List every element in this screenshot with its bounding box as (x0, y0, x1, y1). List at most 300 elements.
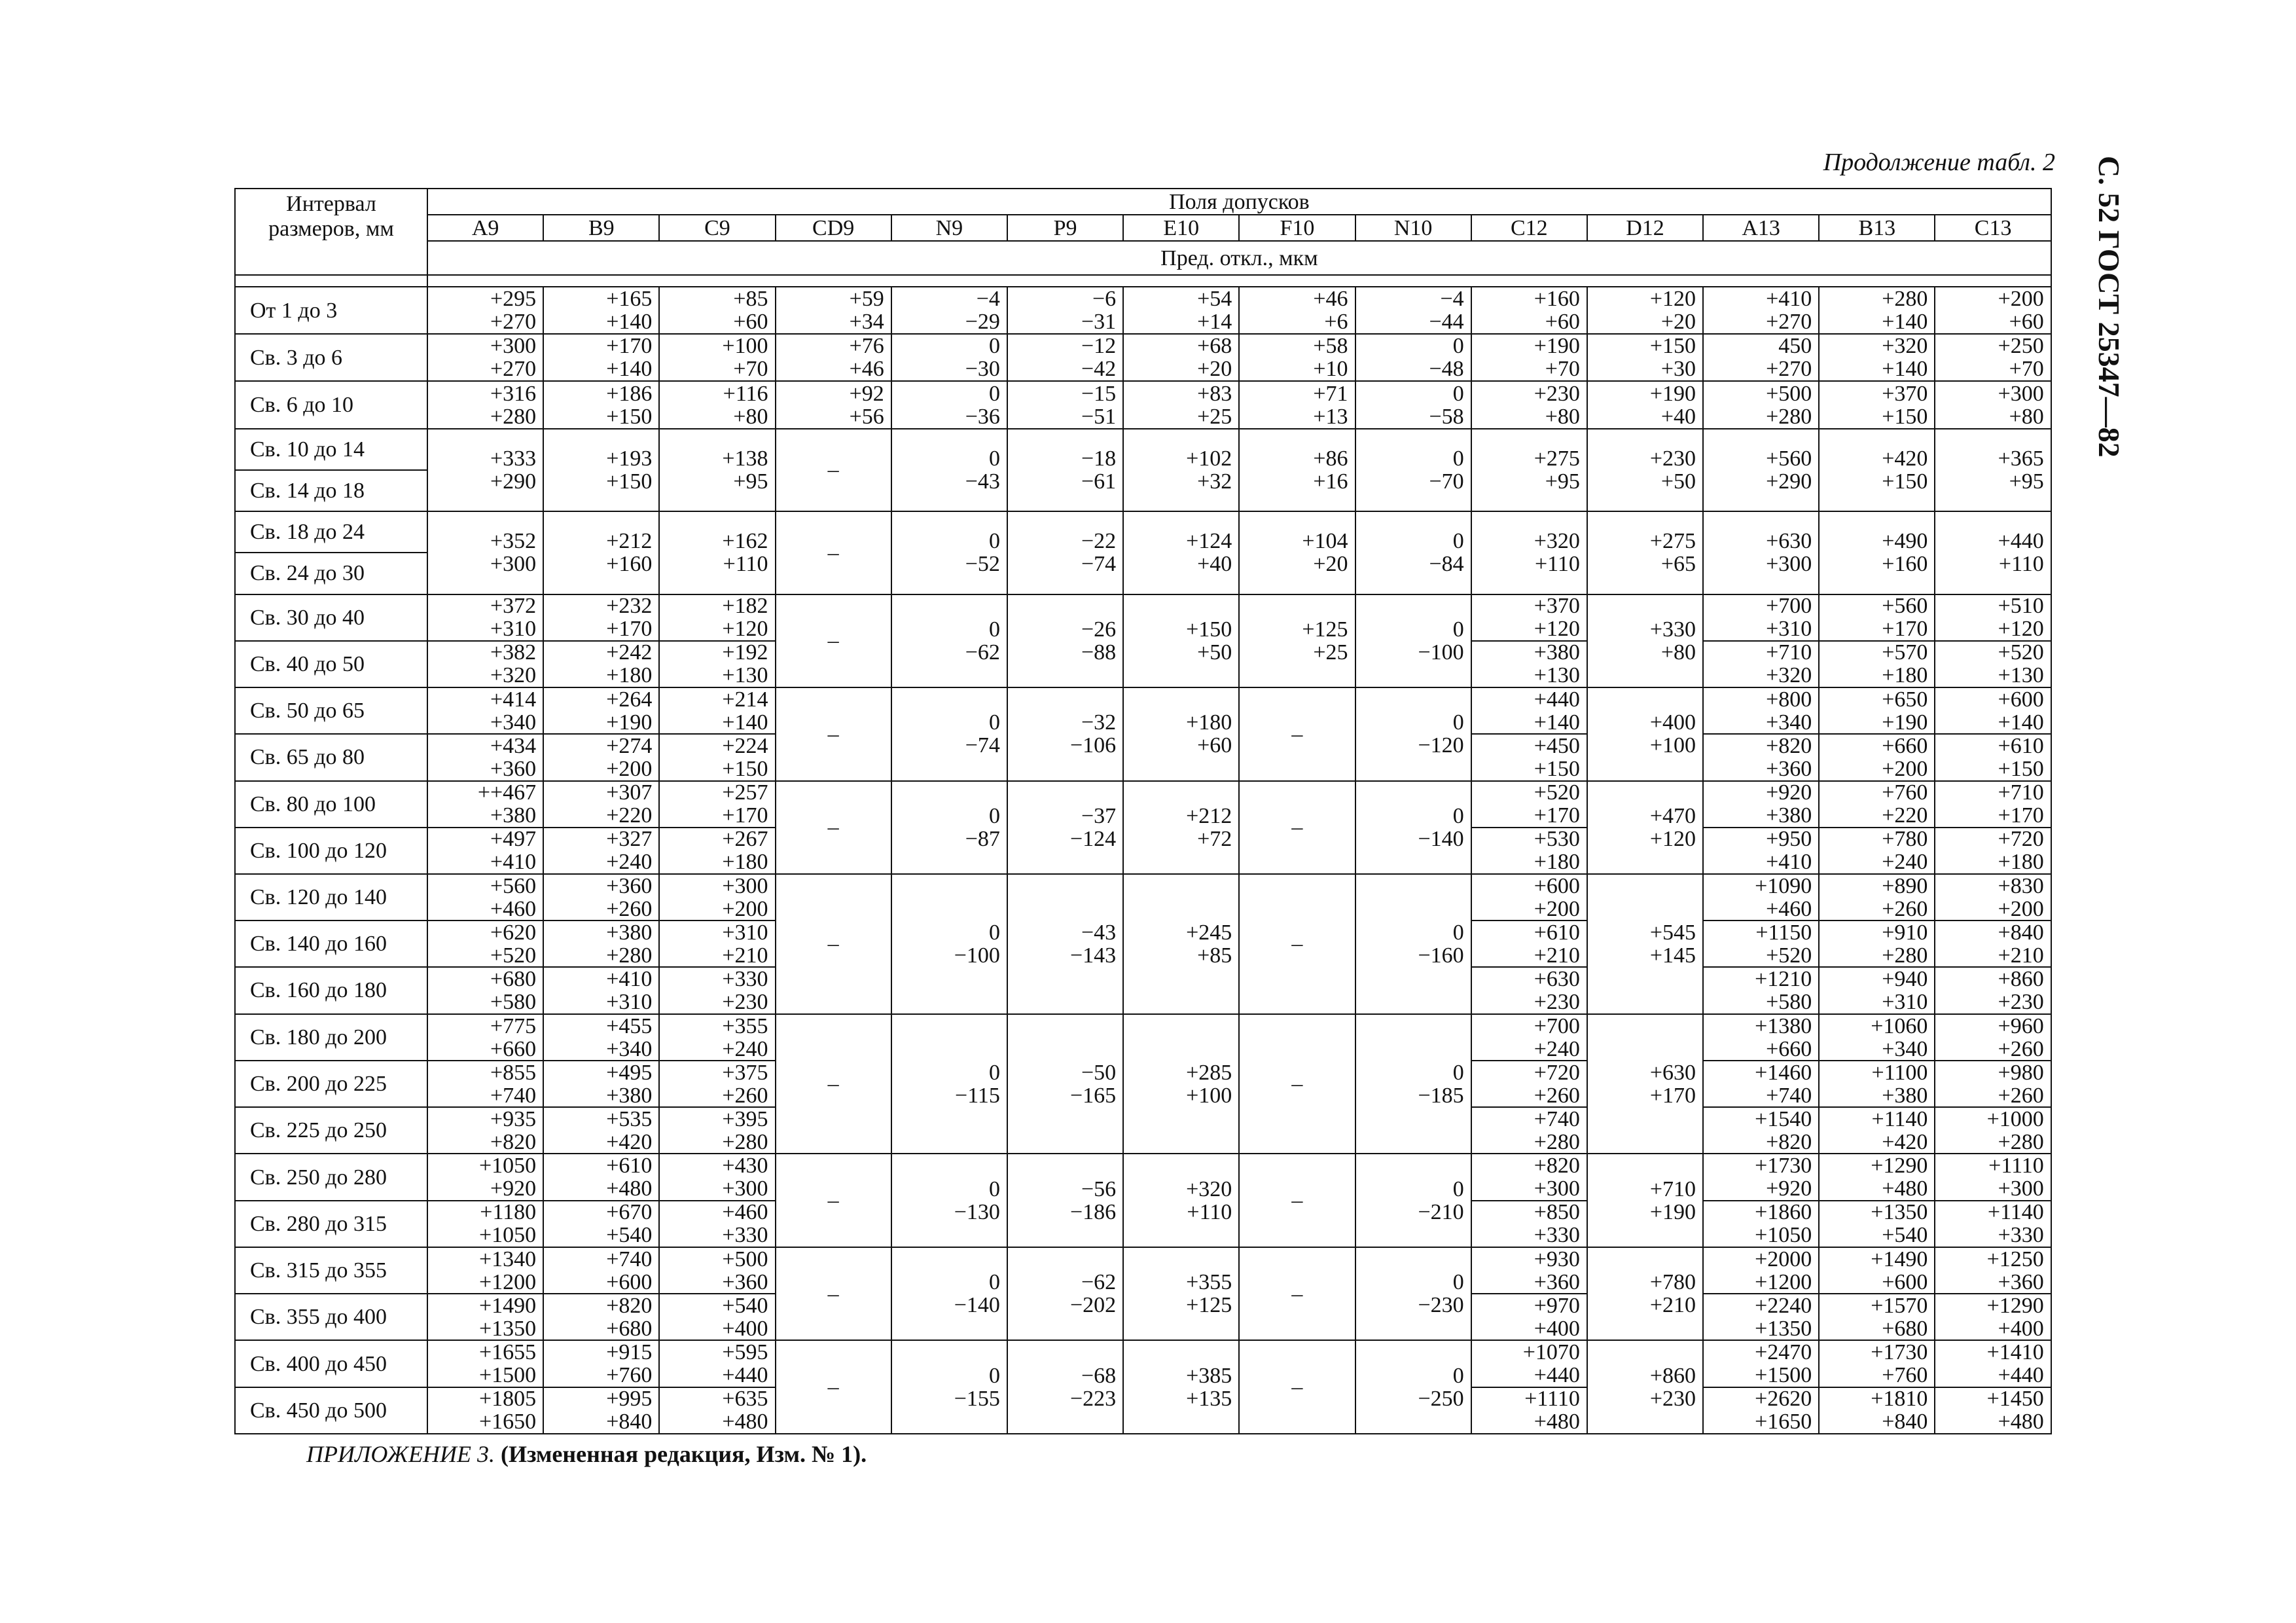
lower-deviation: +72 (1197, 826, 1232, 851)
deviation-cell (891, 594, 1007, 687)
deviation-cell (427, 511, 543, 594)
deviation-cell (659, 1154, 775, 1247)
lower-deviation: −106 (1069, 733, 1117, 758)
lower-deviation: +820 (1766, 1129, 1812, 1154)
dash-cell (1239, 874, 1355, 1014)
deviation-cell (891, 381, 1007, 428)
upper-deviation: −18 (1081, 446, 1117, 471)
deviation-cell (1007, 1247, 1123, 1340)
upper-deviation: +280 (1882, 287, 1928, 312)
lower-deviation: +120 (1649, 826, 1696, 851)
upper-deviation: 0 (1452, 617, 1464, 642)
deviation-cell (543, 1014, 659, 1154)
upper-deviation: +560 (490, 874, 537, 898)
deviation-cell (891, 429, 1007, 511)
lower-deviation: +40 (1197, 552, 1232, 577)
lower-deviation: +260 (606, 896, 653, 921)
upper-deviation: +680 (490, 966, 537, 991)
upper-deviation: +46 (1313, 287, 1348, 312)
deviation-cell (1935, 287, 2051, 334)
deviation-cell (1587, 781, 1703, 874)
deviation-cell (1007, 429, 1123, 511)
lower-deviation: +110 (1187, 1199, 1232, 1224)
upper-deviation: 0 (1452, 1176, 1464, 1201)
lower-deviation: +95 (733, 469, 768, 494)
upper-deviation: +245 (1186, 920, 1232, 945)
column-header: N10 (1355, 215, 1471, 241)
lower-deviation: +310 (490, 617, 537, 642)
upper-deviation: +545 (1649, 920, 1696, 945)
upper-deviation: +1730 (1755, 1154, 1812, 1178)
deviation-cell (1703, 334, 1819, 381)
dash-cell (776, 781, 891, 874)
upper-deviation: +700 (1534, 1013, 1580, 1038)
interval-label: Св. 10 до 14 (250, 437, 365, 462)
lower-deviation: −185 (1418, 1083, 1464, 1108)
deviation-cell (1123, 594, 1239, 687)
upper-deviation: +182 (722, 594, 768, 619)
dash-value: – (827, 458, 839, 483)
deviation-cell (543, 1247, 659, 1340)
lower-deviation: −61 (1081, 469, 1117, 494)
lower-deviation: +410 (1766, 850, 1812, 874)
dash-cell (776, 687, 891, 780)
dash-cell (776, 429, 891, 511)
lower-deviation: +200 (1882, 756, 1928, 781)
lower-deviation: +280 (1534, 1129, 1580, 1154)
lower-deviation: −62 (965, 640, 1000, 665)
deviation-cell (659, 381, 775, 428)
lower-deviation: +420 (1882, 1129, 1928, 1154)
deviation-cell (1239, 287, 1355, 334)
lower-deviation: +170 (606, 617, 653, 642)
upper-deviation: +92 (849, 381, 884, 406)
upper-deviation: +230 (1534, 381, 1580, 406)
upper-deviation: +600 (1534, 874, 1580, 898)
deviation-cell (659, 781, 775, 874)
upper-deviation: +150 (1186, 617, 1232, 642)
upper-deviation: +2000 (1755, 1247, 1812, 1271)
lower-deviation: +56 (849, 404, 884, 429)
upper-deviation: +540 (722, 1293, 768, 1318)
deviation-cell (1007, 1154, 1123, 1247)
upper-deviation: +1140 (1987, 1200, 2044, 1225)
lower-deviation: +360 (490, 756, 537, 781)
upper-deviation: −22 (1081, 529, 1117, 554)
interval-label: Св. 120 до 140 (250, 885, 387, 910)
lower-deviation: −44 (1429, 310, 1464, 335)
upper-deviation: +180 (1186, 710, 1232, 735)
lower-deviation: −143 (1069, 943, 1117, 968)
lower-deviation: −120 (1418, 733, 1464, 758)
lower-deviation: +280 (722, 1129, 768, 1154)
dash-cell (1239, 1014, 1355, 1154)
lower-deviation: +600 (606, 1269, 653, 1294)
fields-header: Поля допусков (427, 189, 2051, 215)
upper-deviation: +1070 (1522, 1340, 1580, 1365)
lower-deviation: +10 (1313, 357, 1348, 382)
lower-deviation: +125 (1186, 1293, 1232, 1318)
lower-deviation: −88 (1081, 640, 1117, 665)
upper-deviation: +470 (1649, 803, 1696, 828)
lower-deviation: +180 (1882, 663, 1928, 688)
upper-deviation: +740 (606, 1247, 653, 1271)
lower-deviation: +660 (490, 1036, 537, 1061)
interval-cell (235, 874, 427, 1014)
upper-deviation: +500 (1766, 381, 1812, 406)
lower-deviation: +310 (606, 989, 653, 1014)
deviation-cell (659, 287, 775, 334)
lower-deviation: +200 (722, 896, 768, 921)
deviation-cell (1123, 781, 1239, 874)
lower-deviation: +180 (606, 663, 653, 688)
lower-deviation: +110 (1998, 552, 2044, 577)
deviation-cell (1355, 594, 1471, 687)
table-row (235, 381, 2051, 428)
lower-deviation: +480 (1534, 1410, 1580, 1434)
lower-deviation: −29 (965, 310, 1000, 335)
upper-deviation: 0 (988, 381, 1000, 406)
deviation-cell (1239, 381, 1355, 428)
dash-cell (776, 1340, 891, 1434)
lower-deviation: +95 (1545, 469, 1580, 494)
lower-deviation: +380 (1882, 1083, 1928, 1108)
upper-deviation: +935 (490, 1106, 537, 1131)
upper-deviation: +58 (1313, 334, 1348, 359)
lower-deviation: −30 (965, 357, 1000, 382)
lower-deviation: +170 (722, 803, 768, 828)
upper-deviation: +200 (1998, 287, 2044, 312)
deviation-cell (659, 429, 775, 511)
lower-deviation: +300 (1998, 1176, 2044, 1201)
dash-value: – (827, 932, 839, 957)
upper-deviation: +414 (490, 687, 537, 712)
deviation-cell (1355, 687, 1471, 780)
lower-deviation: +480 (1998, 1410, 2044, 1434)
upper-deviation: +372 (490, 594, 537, 619)
upper-deviation: +710 (1766, 640, 1812, 665)
deviation-cell (891, 511, 1007, 594)
deviation-cell (1587, 287, 1703, 334)
lower-deviation: −87 (965, 826, 1000, 851)
deviation-cell (1587, 874, 1703, 1014)
interval-label: Св. 50 до 65 (250, 699, 365, 723)
column-header: B9 (543, 215, 659, 241)
lower-deviation: +580 (1766, 989, 1812, 1014)
lower-deviation: +400 (722, 1316, 768, 1341)
deviation-cell (1123, 1154, 1239, 1247)
column-header: C12 (1471, 215, 1587, 241)
upper-deviation: +274 (606, 733, 653, 758)
deviation-cell (1471, 874, 1587, 1014)
upper-deviation: 0 (988, 1060, 1000, 1085)
upper-deviation: +214 (722, 687, 768, 712)
deviation-cell (427, 687, 543, 780)
deviation-cell (1935, 781, 2051, 874)
upper-deviation: +1110 (1988, 1154, 2044, 1178)
lower-deviation: +85 (1197, 943, 1232, 968)
lower-deviation: +840 (1882, 1410, 1928, 1434)
lower-deviation: +1350 (479, 1316, 537, 1341)
lower-deviation: +150 (722, 756, 768, 781)
deviation-cell (1123, 429, 1239, 511)
lower-deviation: +80 (733, 404, 768, 429)
upper-deviation: +162 (722, 529, 768, 554)
interval-label: Св. 100 до 120 (236, 827, 427, 873)
lower-deviation: −115 (955, 1083, 1000, 1108)
deviation-cell (659, 511, 775, 594)
deviation-cell (1007, 511, 1123, 594)
deviation-cell (1123, 1247, 1239, 1340)
deviation-cell (1587, 1154, 1703, 1247)
lower-deviation: +180 (1998, 850, 2044, 874)
lower-deviation: +360 (1534, 1269, 1580, 1294)
upper-deviation: 0 (1452, 803, 1464, 828)
interval-label: Св. 65 до 80 (236, 733, 427, 780)
deviation-cell (427, 381, 543, 428)
interval-cell: От 1 до 3 (235, 287, 427, 334)
deviation-cell (659, 874, 775, 1014)
deviation-cell (1007, 594, 1123, 687)
lower-deviation: +180 (1534, 850, 1580, 874)
deviation-cell (1935, 429, 2051, 511)
lower-deviation: +20 (1313, 552, 1348, 577)
table-row (235, 429, 2051, 511)
lower-deviation: +135 (1186, 1386, 1232, 1411)
upper-deviation: +250 (1998, 334, 2044, 359)
deviation-cell (1355, 381, 1471, 428)
lower-deviation: +50 (1660, 469, 1696, 494)
deviation-cell (1471, 1154, 1587, 1247)
deviation-cell (659, 1014, 775, 1154)
upper-deviation: +455 (606, 1013, 653, 1038)
lower-deviation: +760 (1882, 1363, 1928, 1388)
upper-deviation: +59 (849, 287, 884, 312)
upper-deviation: +365 (1998, 446, 2044, 471)
interval-label: Св. 30 до 40 (250, 605, 365, 630)
lower-deviation: +170 (1998, 803, 2044, 828)
deviation-cell (1471, 1247, 1587, 1340)
upper-deviation: +307 (606, 780, 653, 805)
upper-deviation: +560 (1882, 594, 1928, 619)
upper-deviation: +820 (1534, 1154, 1580, 1178)
upper-deviation: +1000 (1986, 1106, 2044, 1131)
interval-label: Св. 160 до 180 (236, 966, 427, 1013)
deviation-cell (543, 781, 659, 874)
lower-deviation: +70 (1545, 357, 1580, 382)
lower-deviation: +240 (1882, 850, 1928, 874)
lower-deviation: −74 (1081, 552, 1117, 577)
deviation-cell (543, 287, 659, 334)
upper-deviation: −32 (1081, 710, 1117, 735)
upper-deviation: +120 (1649, 287, 1696, 312)
lower-deviation: +80 (1545, 404, 1580, 429)
lower-deviation: +30 (1660, 357, 1696, 382)
column-header: N9 (891, 215, 1007, 241)
deviation-cell (1471, 334, 1587, 381)
lower-deviation: +14 (1197, 310, 1232, 335)
upper-deviation: +800 (1766, 687, 1812, 712)
interval-label: Св. 400 до 450 (250, 1351, 387, 1376)
upper-deviation: +420 (1882, 446, 1928, 471)
upper-deviation: 0 (1452, 381, 1464, 406)
upper-deviation: +1350 (1871, 1200, 1928, 1225)
lower-deviation: +480 (722, 1410, 768, 1434)
lower-deviation: −165 (1069, 1083, 1117, 1108)
lower-deviation: −48 (1429, 357, 1464, 382)
upper-deviation: −12 (1081, 334, 1117, 359)
upper-deviation: +360 (606, 874, 653, 898)
upper-deviation: +400 (1649, 710, 1696, 735)
lower-deviation: +330 (1998, 1223, 2044, 1247)
deviation-cell (543, 381, 659, 428)
upper-deviation: +910 (1882, 920, 1928, 945)
deviation-cell (1123, 874, 1239, 1014)
upper-deviation: +333 (490, 446, 537, 471)
upper-deviation: +450 (1534, 733, 1580, 758)
interval-cell (235, 1247, 427, 1340)
running-head: С. 52 ГОСТ 25347—82 (2092, 156, 2126, 458)
lower-deviation: +170 (1882, 617, 1928, 642)
deviation-cell (1007, 381, 1123, 428)
deviation-cell (1703, 287, 1819, 334)
deviation-cell (891, 1154, 1007, 1247)
dash-value: – (1291, 815, 1303, 840)
deviation-cell (1471, 1014, 1587, 1154)
footnote-edition: (Измененная редакция, Изм. № 1). (500, 1441, 867, 1467)
upper-deviation: ++467 (477, 780, 537, 805)
deviation-cell (1355, 429, 1471, 511)
upper-deviation: +915 (606, 1340, 653, 1365)
lower-deviation: +260 (1998, 1083, 2044, 1108)
tolerance-table (234, 188, 2052, 1434)
upper-deviation: +352 (490, 529, 537, 554)
dash-value: – (827, 1188, 839, 1213)
dash-cell (1239, 781, 1355, 874)
interval-cell (235, 511, 427, 594)
deviation-cell (543, 594, 659, 687)
deviation-cell (1471, 687, 1587, 780)
lower-deviation: +540 (606, 1223, 653, 1247)
deviation-cell (1587, 687, 1703, 780)
upper-deviation: +224 (722, 733, 768, 758)
lower-deviation: +740 (1766, 1083, 1812, 1108)
upper-deviation: +1210 (1755, 966, 1812, 991)
deviation-cell (543, 1154, 659, 1247)
upper-deviation: +1655 (479, 1340, 537, 1365)
deviation-cell (1355, 287, 1471, 334)
upper-deviation: +720 (1998, 827, 2044, 852)
deviation-cell (1935, 1154, 2051, 1247)
deviation-cell (1703, 594, 1819, 687)
deviation-cell (891, 334, 1007, 381)
dash-value: – (827, 1375, 839, 1400)
lower-deviation: +95 (2009, 469, 2044, 494)
dash-cell (776, 1247, 891, 1340)
lower-deviation: −84 (1429, 552, 1464, 577)
dash-value: – (1291, 932, 1303, 957)
upper-deviation: +710 (1998, 780, 2044, 805)
interval-label: Св. 80 до 100 (250, 792, 376, 816)
table-row (235, 1014, 2051, 1154)
upper-deviation: +54 (1197, 287, 1232, 312)
dash-cell (1239, 1247, 1355, 1340)
lower-deviation: +170 (1534, 803, 1580, 828)
lower-deviation: +150 (1534, 756, 1580, 781)
lower-deviation: +300 (490, 552, 537, 577)
lower-deviation: +280 (1882, 943, 1928, 968)
lower-deviation: +360 (722, 1269, 768, 1294)
deviation-cell (1239, 511, 1355, 594)
lower-deviation: +210 (1998, 943, 2044, 968)
deviation-cell (1355, 334, 1471, 381)
upper-deviation: +860 (1649, 1363, 1696, 1388)
upper-deviation: −56 (1081, 1176, 1117, 1201)
lower-deviation: +260 (1998, 1036, 2044, 1061)
upper-deviation: +186 (606, 381, 653, 406)
deviation-cell (776, 334, 891, 381)
column-header: E10 (1123, 215, 1239, 241)
lower-deviation: +340 (490, 710, 537, 735)
lower-deviation: +60 (2009, 310, 2044, 335)
lower-deviation: +20 (1660, 310, 1696, 335)
deviation-cell (1239, 334, 1355, 381)
lower-deviation: +150 (1882, 469, 1928, 494)
deviation-cell (1703, 1014, 1819, 1154)
upper-deviation: +320 (1186, 1176, 1232, 1201)
lower-deviation: +270 (490, 310, 537, 335)
lower-deviation: +1050 (1755, 1223, 1812, 1247)
lower-deviation: −52 (965, 552, 1000, 577)
deviation-cell (1587, 594, 1703, 687)
lower-deviation: +220 (1882, 803, 1928, 828)
upper-deviation: 0 (1452, 710, 1464, 735)
lower-deviation: −186 (1069, 1199, 1117, 1224)
lower-deviation: +270 (490, 357, 537, 382)
interval-cell (235, 1154, 427, 1247)
upper-deviation: +85 (733, 287, 768, 312)
deviation-cell (1471, 429, 1587, 511)
lower-deviation: +230 (1998, 989, 2044, 1014)
upper-deviation: +410 (1766, 287, 1812, 312)
lower-deviation: +1500 (479, 1363, 537, 1388)
lower-deviation: −202 (1069, 1293, 1117, 1318)
upper-deviation: +320 (1534, 529, 1580, 554)
upper-deviation: −62 (1081, 1270, 1117, 1295)
deviation-cell (543, 1340, 659, 1434)
dash-cell (776, 1154, 891, 1247)
upper-deviation: +1140 (1871, 1106, 1928, 1131)
lower-deviation: +60 (733, 310, 768, 335)
upper-deviation: +1490 (1871, 1247, 1928, 1271)
table-row (235, 287, 2051, 334)
lower-deviation: +130 (1998, 663, 2044, 688)
column-header: F10 (1239, 215, 1355, 241)
deviation-cell (1935, 1014, 2051, 1154)
lower-deviation: +1050 (479, 1223, 537, 1247)
dash-value: – (827, 629, 839, 653)
deviation-cell (427, 1014, 543, 1154)
upper-deviation: +960 (1998, 1013, 2044, 1038)
lower-deviation: +110 (1534, 552, 1580, 577)
lower-deviation: +300 (1766, 552, 1812, 577)
deviation-cell (1703, 511, 1819, 594)
upper-deviation: −37 (1081, 803, 1117, 828)
continued-label: Продолжение табл. 2 (1823, 149, 2055, 176)
upper-deviation: +520 (1534, 780, 1580, 805)
deviation-cell (1355, 781, 1471, 874)
upper-deviation: 0 (1452, 920, 1464, 945)
